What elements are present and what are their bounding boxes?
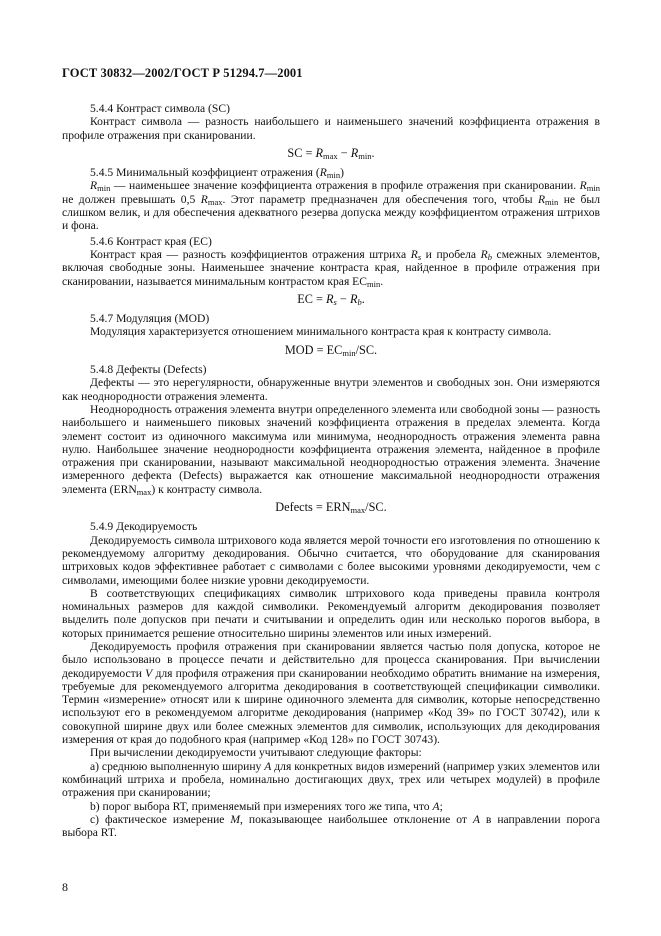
decodability-factors-intro: При вычислении декодируемости учитывают следующие факторы: (90, 746, 422, 760)
defects-formula: Defects = $ERN_{max}/SC$. (275, 500, 387, 516)
section-heading-rmin: 5.4.5 Минимальный коэффициент отражения $(R_{min})$ (90, 166, 344, 181)
sc-definition: Контраст символа — разность наибольшего и наименьшего значений коэффициента отражения в профиле отражения при сканировании. (62, 115, 600, 142)
section-heading-sc: 5.4.4 Контраст символа (SC) (90, 102, 230, 115)
mod-definition: Модуляция характеризуется отношением минимального контраста края к контрасту символа. (90, 325, 552, 339)
section-heading-decodability: 5.4.9 Декодируемость (90, 520, 198, 534)
factor-c: с) фактическое измерение M, показывающее наибольшее отклонение от A в направлении порога выбора RT. (62, 812, 600, 840)
document-body (62, 100, 600, 839)
section-heading-ec: 5.4.6 Контраст края (ЕС) (90, 234, 212, 248)
section-heading-defects: 5.4.8 Дефекты (Defects) (90, 363, 207, 377)
factor-a: а) среднюю выполненную ширину A для конкретных видов измерений (например узких элементов или комбинаций штриха и пробела, номинально достигающих двух, трех или четырех модулей) в профиле отражения при сканировании; (62, 759, 600, 800)
decodability-p3: Декодируемость профиля отражения при сканировании является частью поля допуска, которое не было использовано в процессе печати и действительно для процесса сканирования. При вычислении декодируемости V для профиля отражения при сканировании необходимо обратить внимание на измерения, требуемые для рекомендуемого алгоритма декодирования в соответствующей спецификации символики. Термин «измерение» относят или к ширине одиночного элемента для символик, которые непосредственно используют его в рекомендуемом алгоритме декодирования (например «Код 39» по ГОСТ 30742), или к совокупной ширине двух или более смежных элементов для символик, использующих для декодирования измерения от края до подобного края (например «Код 128» по ГОСТ 30743). (62, 639, 600, 747)
mod-formula: MOD = $EC_{min}/SC$. (284, 342, 378, 358)
section-heading-mod: 5.4.7 Модуляция (MOD) (90, 312, 210, 326)
decodability-p1: Декодируемость символа штрихового кода является мерой точности его изготовления по отношению к рекомендуемому алгоритму декодирования. Обычно считается, что оборудование для сканирования штриховых кодов эффективнее работает с символами с более высокими уровнями декодируемости, чем с символами, имеющими более низкие уровни декодируемости. (62, 533, 600, 587)
sc-formula: SC = $R_{max} - R_{min}$. (287, 145, 375, 161)
page-number: 8 (62, 880, 68, 894)
defects-nonuniformity: Неоднородность отражения элемента внутри определенного элемента или свободной зоны — разность наибольшего и наименьшего пиковых значений коэффициента отражения в пределах элемента. Когда элемент состоит из одиночного максимума или минимума, неоднородность отражения элемента равна нулю. Наибольшее значение неоднородности коэффициента отражения элемента, найденное в профиле отражения при сканировании, называют максимальной неоднородностью отражения элемента. Значение измеренного дефекта (Defects) выражается как отношение максимальной неоднородности отражения элемента $(ERN_{max})$ к контрасту символа. (62, 402, 600, 497)
page-header: ГОСТ 30832—2002/ГОСТ Р 51294.7—2001 (62, 66, 303, 80)
ec-formula: ЕС = $R_s - R_b$. (297, 291, 365, 307)
factor-b: b) порог выбора RT, применяемый при измерениях того же типа, что A; (90, 799, 443, 813)
ec-definition: Контраст края — разность коэффициентов отражения штриха $R_s$ и пробела $R_b$ смежных элементов, включая свободные зоны. Наименьшее значение контраста края, найденное в профиле отражения при сканировании, называется минимальным контрастом края $ЕС_{min}$. (62, 247, 600, 289)
defects-definition: Дефекты — это нерегулярности, обнаруженные внутри элементов и свободных зон. Они измеряются как неоднородности отражения элемента. (62, 376, 600, 403)
decodability-p2: В соответствующих спецификациях символик штрихового кода приведены правила контроля номинальных размеров для каждой символики. Рекомендуемый алгоритм декодирования позволяет выделить поле допусков при печати и считывании и определить один или несколько порогов выбора, в которых принимается решение относительно ширины элементов или иных измерений. (62, 586, 600, 640)
rmin-definition: $R_{min}$ — наименьшее значение коэффициента отражения в профиле отражения при сканировании. $R_{min}$ не должен превышать 0,5 $R_{max}$. Этот параметр предназначен для обеспечения того, чтобы $R_{min}$ не был слишком велик, и для обеспечения адекватного резерва допуска между коэффициентом отражения штрихов и фона. (62, 179, 601, 233)
